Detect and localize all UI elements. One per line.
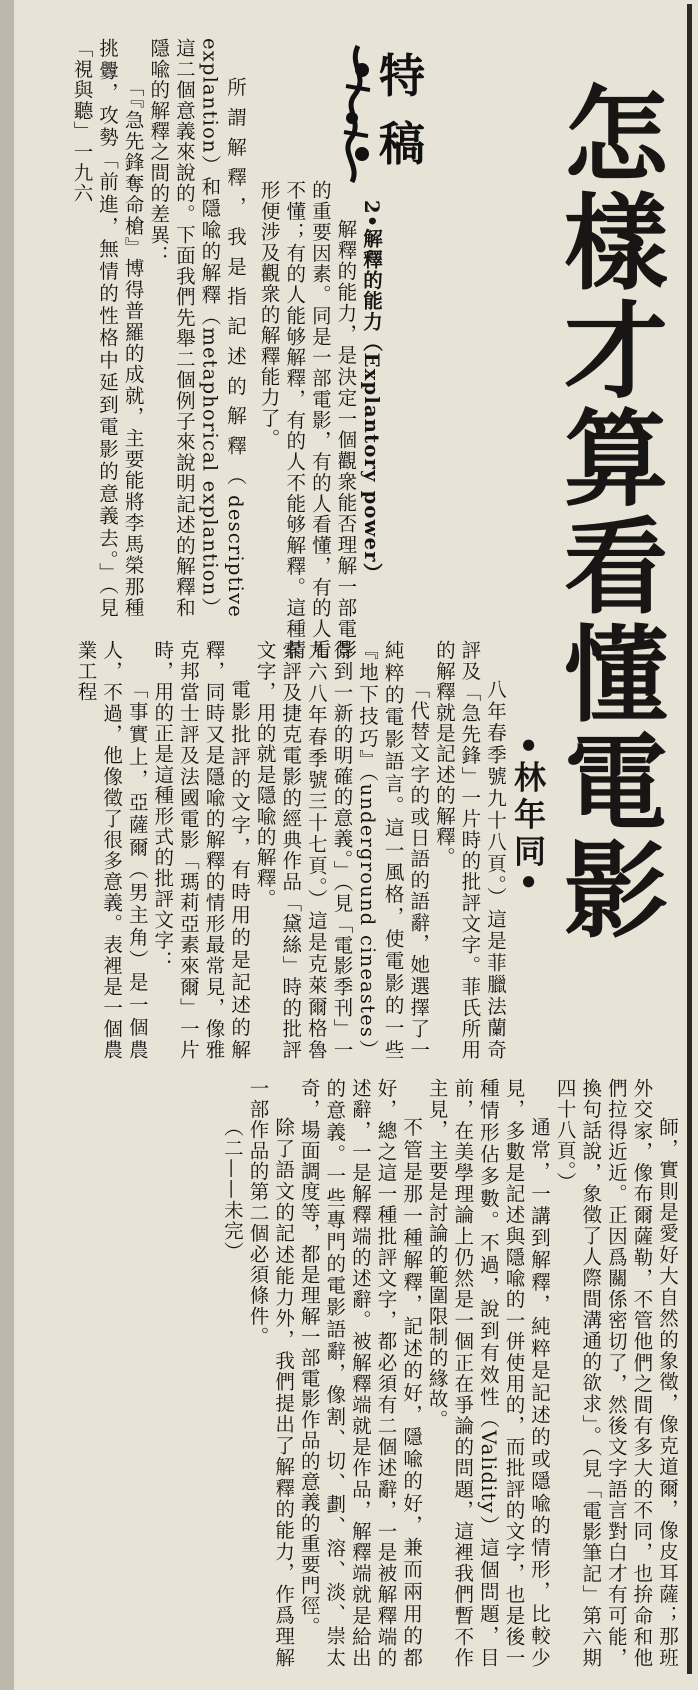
paragraph: 電影批評的文字，有時用的是記述的解釋，同時又是隱喩的解釋的情形最常見，像雅克邦當士評及法國電影「瑪莉亞素來爾」一片時，用的正是這種形式的批評文字： (151, 640, 252, 1060)
paragraph: 2•解釋的能力（Explantory power） (360, 199, 383, 583)
paragraph: （二——未完） (220, 1117, 244, 1262)
paragraph: 通常，一講到解釋，純粹是記述的或隱喩的情形，比較少見，多數是記述與隱喩的一併使用的，而批評的文字，也是後一種情形佔多數。不過，說到有效性（Validity）這個問題，目前，在美學理論上仍然是一個正在爭論的問題，這裡我們暫不作主見，主要是討論的範圍限制的緣故。 (425, 1078, 552, 1668)
paragraph: 除了語文的記述能力外，我們提出了解釋的能力，作爲理解一部作品的第二個必須條件。 (246, 1078, 296, 1668)
para-block (73, 640, 508, 1060)
page-edge (0, 0, 14, 1690)
text-column-conclusion (16, 1078, 680, 1668)
para-block (256, 180, 384, 660)
paragraph: 解釋的能力，是決定一個觀衆能否理解一部電影的重要因素。同是一部電影，有的人看懂，有的人看不懂；有的人能够解釋，有的人不能够解釋。這種情形便涉及觀衆的解釋能力了。 (257, 180, 358, 660)
para-block (69, 38, 248, 618)
paragraph: 「代替文字的或日語的語辭，她選擇了一純粹的電影語言。這一風格，使電影的一些『地下技巧』（underground cineastes）得到一新的明確的意義。」（見「電影季刊」一九六八年春季號三十七頁。）這是克萊爾格魯索評及捷克電影的經典作品「黛絲」時的批評文字，用的就是隱喩的解釋。 (253, 640, 431, 1060)
paragraph: 所謂解釋，我是指記述的解釋（descriptive explantion）和隱喩的解釋（metaphorical explantion）這二個意義來說的。下面我們先舉二個例子來說明記述的解釋和隱喩的解釋之間的差異： (147, 38, 247, 618)
paragraph: 「『急先鋒奪命槍』博得普羅的成就，主要能將李馬榮那種挑釁，攻勢「前進，無情的性格中延到電影的意義去。」（見「視與聽」一九六 (70, 38, 145, 618)
text-column-examples (16, 640, 508, 1060)
author-byline: •林年同• (509, 735, 547, 897)
column-rule (687, 4, 692, 1674)
paragraph: 師，實則是愛好大自然的象徵，像克道爾，像皮耳薩；那班外交家，像布爾薩勒，不管他們之間有多大的不同，也拚命和他們拉得近近。正因爲關係密切了，然後文字語言對白才有可能，換句話說，象徵了人際間溝通的欲求」。（見「電影筆記」第六期四十八頁。） (553, 1078, 679, 1668)
seal-char-1: 特 (379, 49, 425, 103)
article-title: 怎樣才算看懂電影 (546, 80, 669, 944)
para-block (219, 1078, 680, 1668)
text-column-definitions (16, 38, 248, 618)
paragraph: 不管是那一種解釋，記述的好，隱喩的好，兼而兩用的都好，總之這一種批評文字，都必須有二個述辭，一是被解釋端的述辭，一是解釋端的述辭。被解釋端就是作品，解釋端就是給出的意義。一些專門的電影語辭，像割、切、劃、溶、淡、崇太奇，場面調度等，都是理解一部電影作品的意義的重要門徑。 (297, 1078, 424, 1668)
paragraph: 八年春季號九十八頁。）這是菲臘法蘭奇評及「急先鋒」一片時的批評文字。菲氏所用的解釋就是記述的解釋。 (432, 640, 507, 1060)
special-feature-mark (340, 36, 440, 186)
seal-char-2: 稿 (379, 117, 425, 171)
paragraph: 「事實上，亞薩爾（男主角）是一個農人，不過，他像徵了很多意義。表裡是一個農業工程 (74, 640, 149, 1060)
